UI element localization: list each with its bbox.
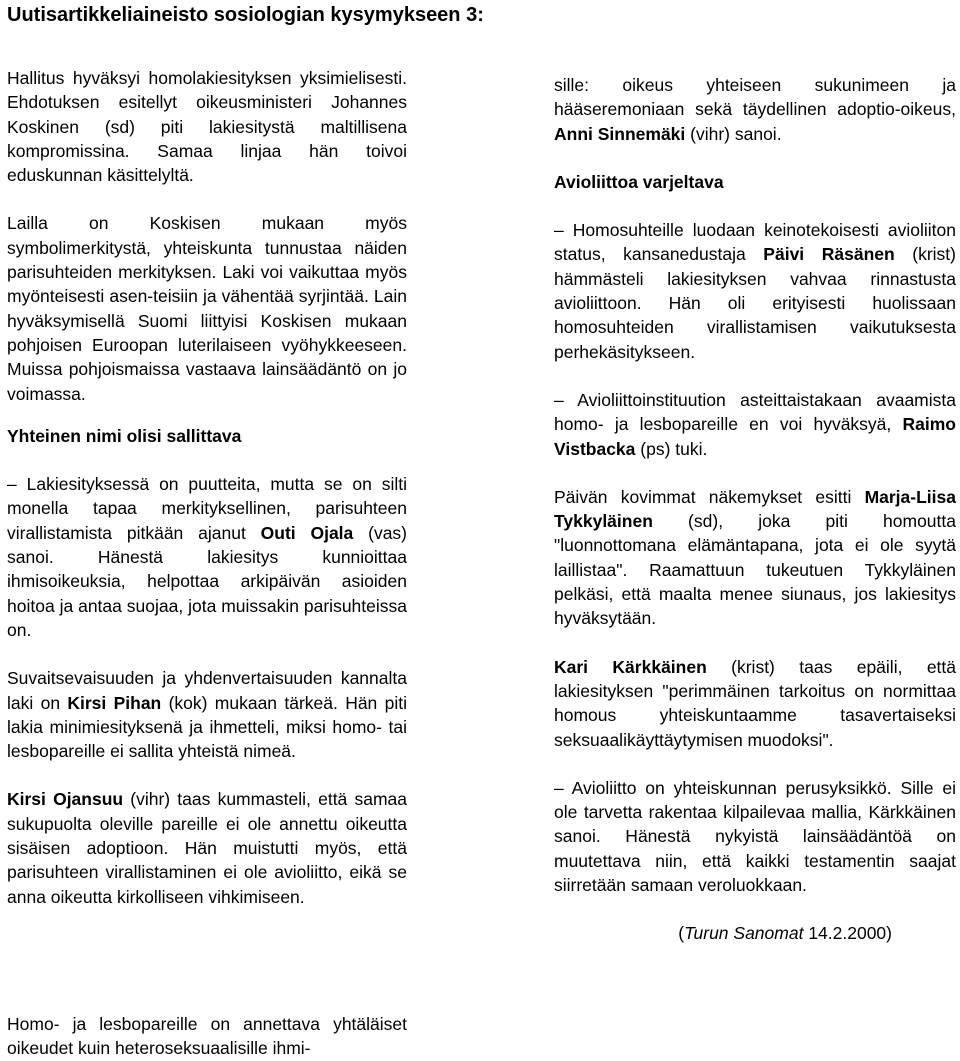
person-name-marja-liisa-tykkylainen: Marja-Liisa Tykkyläinen — [554, 486, 956, 532]
paragraph-text: Päivän kovimmat näkemykset esitti — [554, 486, 865, 507]
paragraph-text: Suvaitsevaisuuden ja yhdenvertaisuuden kannalta laki on — [7, 668, 407, 713]
right-column — [554, 73, 956, 946]
article-paragraph-11 — [554, 655, 956, 752]
article-paragraph-9 — [554, 388, 956, 461]
article-paragraph-4 — [7, 666, 407, 763]
article-paragraph-6: Homo- ja lesbopareille on annettava yhtäläiset oikeudet kuin heteroseksuaalisille ihmi- — [7, 1014, 407, 1059]
paragraph-text: (vas) sanoi. Hänestä lakiesitys kunnioittaa ihmisoikeuksia, helpottaa arkipäivän asioiden hoitoa ja antaa suojaa, jota muissakin parisuhteissa on. — [7, 522, 408, 640]
article-paragraph-3 — [7, 472, 407, 642]
person-name-anni-sinnemaki: Anni Sinnemäki — [554, 123, 686, 144]
person-name-raimo-vistbacka: Raimo Vistbacka — [554, 414, 956, 459]
paragraph-text: sille: oikeus yhteiseen sukunimeen ja hääseremoniaan sekä täydellinen adoptio-oikeus, — [554, 75, 956, 120]
paragraph-text: – Lakiesityksessä on puutteita, mutta se on silti monella tapaa merkityksellinen, parisuhteen virallistamista pitkään ajanut — [7, 474, 407, 543]
article-paragraph-2: Lailla on Koskisen mukaan myös symbolimerkitystä, yhteiskunta tunnustaa näiden parisuhteiden merkityksen. Laki voi vaikuttaa myös myönteisesti asen-teisiin ja vähentää syrjintää. Lain hyväksymisellä Suomi liittyisi Koskisen mukaan pohjoisen Euroopan luterilaiseen vyöhykkeeseen. Muissa pohjoismaissa vastaava lainsäädäntö on jo voimassa. — [7, 213, 407, 404]
paragraph-text: (kok) mukaan tärkeä. Hän piti lakia minimiesityksenä ja ihmetteli, miksi homo- tai lesbopareille ei sallita yhteistä nimeä. — [7, 692, 407, 762]
paragraph-text: (vihr) taas kummasteli, että samaa sukupuolta oleville pareille ei ole annettu oikeutta sisäisen adoptioon. Hän muistutti myös, että parisuhteen virallistaminen ei ole avioliitto, eikä se anna oikeutta kirkolliseen vihkimiseen. — [7, 789, 407, 907]
article-paragraph-1: Hallitus hyväksyi homolakiesityksen yksimielisesti. Ehdotuksen esitellyt oikeusministeri Johannes Koskinen (sd) piti lakiesitystä maltillisena kompromissina. Samaa linjaa hän toivoi eduskunnan käsittelyltä. — [7, 68, 407, 186]
page-title: Uutisartikkeliaineisto sosiologian kysymykseen 3: — [7, 4, 484, 26]
article-paragraph-12: – Avioliitto on yhteiskunnan perusyksikkö. Sille ei ole tarvetta rakentaa kilpailevaa mallia, Kärkkäinen sanoi. Hänestä nykyistä lainsäädäntöä on muutettava niin, että kaikki testamentin saajat siirretään samaan veroluokkaan. — [554, 777, 956, 896]
paragraph-text: (vihr) sanoi. — [685, 123, 782, 144]
person-name-kirsi-pihan: Kirsi Pihan — [67, 692, 162, 713]
person-name-paivi-rasanen: Päivi Räsänen — [763, 244, 895, 265]
source-open-paren: ( — [678, 923, 685, 944]
article-source — [554, 921, 956, 945]
person-name-outi-ojala: Outi Ojala — [260, 522, 354, 543]
subheading-avioliittoa-varjeltava: Avioliittoa varjeltava — [554, 171, 724, 192]
person-name-kari-karkkainen: Kari Kärkkäinen — [554, 656, 707, 677]
article-paragraph-5 — [7, 787, 407, 908]
subheading-yhteinen-nimi: Yhteinen nimi olisi sallittava — [7, 425, 242, 446]
article-paragraph-7 — [554, 73, 956, 146]
paragraph-text: (sd), joka piti homoutta "luonnottomana elämäntapana, jota ei ole syytä laillistaa". Raamattuun tukeutuen Tykkyläinen pelkäsi, että maalta menee siunaus, jos lakiesitys hyväksytään. — [554, 511, 956, 629]
paragraph-text: (ps) tuki. — [635, 438, 708, 459]
paragraph-text: (krist) taas epäili, että lakiesityksen "perimmäinen tarkoitus on normittaa homous yhteiskuntaamme tasavertaiseksi seksuaalikäyttäytymisen muodoksi". — [554, 656, 957, 750]
paragraph-text: – Homosuhteille luodaan keinotekoisesti avioliiton status, kansanedustaja — [554, 220, 956, 265]
source-date: 14.2.2000) — [803, 923, 892, 944]
paragraph-text: – Avioliittoinstituution asteittaistakaan avaamista homo- ja lesbopareille en voi hyväksyä, — [554, 389, 956, 435]
left-column — [7, 66, 407, 933]
person-name-kirsi-ojansuu: Kirsi Ojansuu — [7, 789, 124, 810]
article-paragraph-8 — [554, 218, 956, 364]
source-publication: Turun Sanomat — [684, 923, 804, 944]
paragraph-text: (krist) hämmästeli lakiesityksen vahvaa rinnastusta avioliittoon. Hän oli erityisesti huolissaan homosuhteiden virallistamisen vaikutuksesta perhekäsitykseen. — [554, 244, 956, 362]
article-paragraph-10 — [554, 485, 956, 631]
